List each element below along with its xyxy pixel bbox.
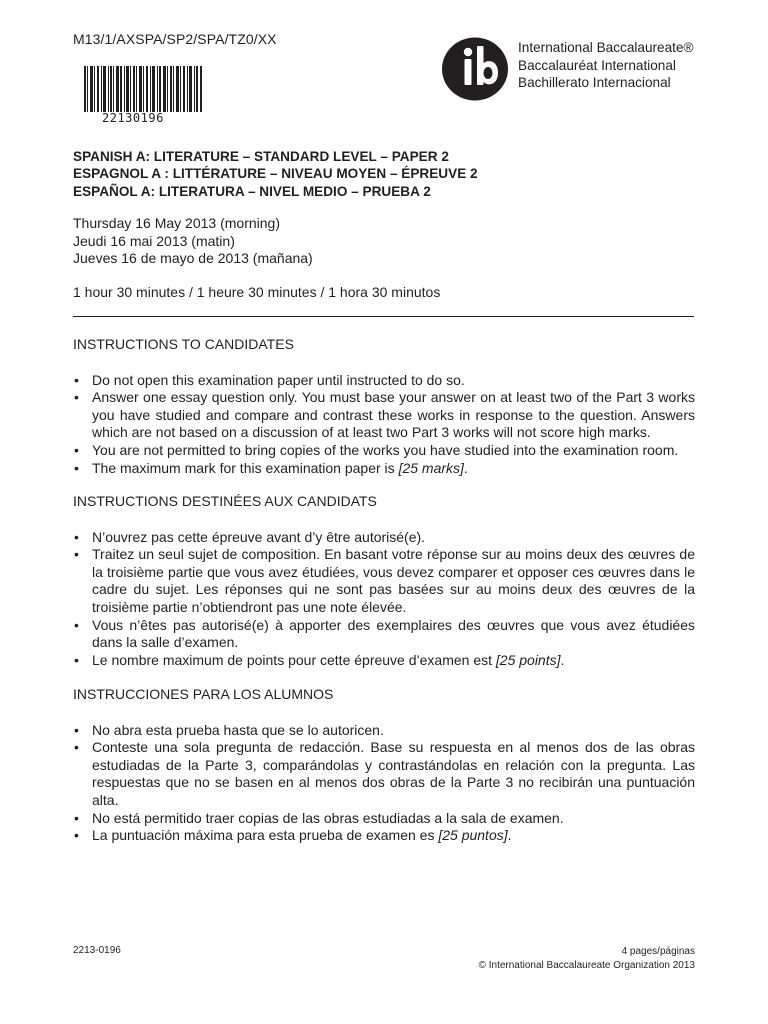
org-name-french: Baccalauréat International [518,57,676,73]
list-item: • No está permitido traer copias de las obras estudiadas a la sala de examen. [73,810,695,828]
org-names [518,39,694,92]
list-item: • No abra esta prueba hasta que se lo autoricen. [73,722,695,740]
org-name-english: International Baccalaureate® [518,40,694,55]
list-item: • Answer one essay question only. You must base your answer on at least two of the Part 3 works you have studied and compare and contrast these works in response to the question. Answers which are not based on a discussion of at least two Part 3 works will not score high marks. [73,389,695,442]
divider [73,316,694,317]
section-heading: INSTRUCTIONS DESTINÉES AUX CANDIDATS [73,493,377,509]
barcode-number: 22130196 [102,111,164,125]
exam-dates [73,215,313,268]
list-item: • Conteste una sola pregunta de redacción. Base su respuesta en al menos dos de las obras estudiadas de la Parte 3, comparándolas y contrastándolas en relación con la pregunta. Las respuestas que no se basen en al menos dos obras de la Parte 3 no recibirán una puntuación alta. [73,739,695,809]
section-heading: INSTRUCTIONS TO CANDIDATES [73,336,294,352]
max-puntos: [25 puntos] [438,827,508,844]
exam-title-french: ESPAGNOL A : LITTÉRATURE – NIVEAU MOYEN – ÉPREUVE 2 [73,166,478,182]
list-item: • Traitez un seul sujet de composition. En basant votre réponse sur au moins deux des œuvres de la troisième partie que vous avez étudiées, vous devez comparer et opposer ces œuvres dans le cadre du sujet. Les réponses qui ne sont pas basées sur au moins deux des œuvres de la troisième partie n’obtiendront pas une note élevée. [73,546,695,616]
exam-date-french: Jeudi 16 mai 2013 (matin) [73,232,235,249]
instructions-spanish [73,686,695,845]
exam-date-spanish: Jueves 16 de mayo de 2013 (mañana) [73,250,313,267]
list-item: • Vous n’êtes pas autorisé(e) à apporter des exemplaires des œuvres que vous avez étudiées dans la salle d’examen. [73,617,695,652]
list-item: • Do not open this examination paper until instructed to do so. [73,372,695,390]
ib-logo [441,37,509,101]
exam-titles [73,148,478,200]
instructions-english [73,336,695,477]
max-points: [25 points] [495,651,561,668]
exam-title-spanish: ESPAÑOL A: LITERATURA – NIVEL MEDIO – PRUEBA 2 [73,183,431,199]
section-heading: INSTRUCCIONES PARA LOS ALUMNOS [73,686,334,702]
footer-code: 2213-0196 [73,945,121,956]
exam-date-english: Thursday 16 May 2013 (morning) [73,215,280,231]
list-item: • You are not permitted to bring copies of the works you have studied into the examination room. [73,442,695,460]
page-count: 4 pages/páginas [621,946,695,957]
footer-info [479,945,695,973]
barcode [84,66,202,112]
instructions-french [73,493,695,669]
copyright: © International Baccalaureate Organization 2013 [478,960,695,971]
list-item: • La puntuación máxima para esta prueba de examen es [25 puntos]. [73,827,695,845]
org-name-spanish: Bachillerato Internacional [518,75,671,90]
instruction-list [73,372,695,478]
max-marks: [25 marks] [398,459,464,476]
paper-code: M13/1/AXSPA/SP2/SPA/TZ0/XX [73,31,277,47]
list-item: • Le nombre maximum de points pour cette épreuve d’examen est [25 points]. [73,652,695,670]
exam-title-english: SPANISH A: LITERATURE – STANDARD LEVEL – PAPER 2 [73,149,449,164]
exam-duration: 1 hour 30 minutes / 1 heure 30 minutes / 1 hora 30 minutos [73,284,441,300]
list-item: • The maximum mark for this examination paper is [25 marks]. [73,460,695,478]
list-item: • N’ouvrez pas cette épreuve avant d’y être autorisé(e). [73,529,695,547]
instruction-list [73,529,695,670]
instruction-list [73,722,695,845]
